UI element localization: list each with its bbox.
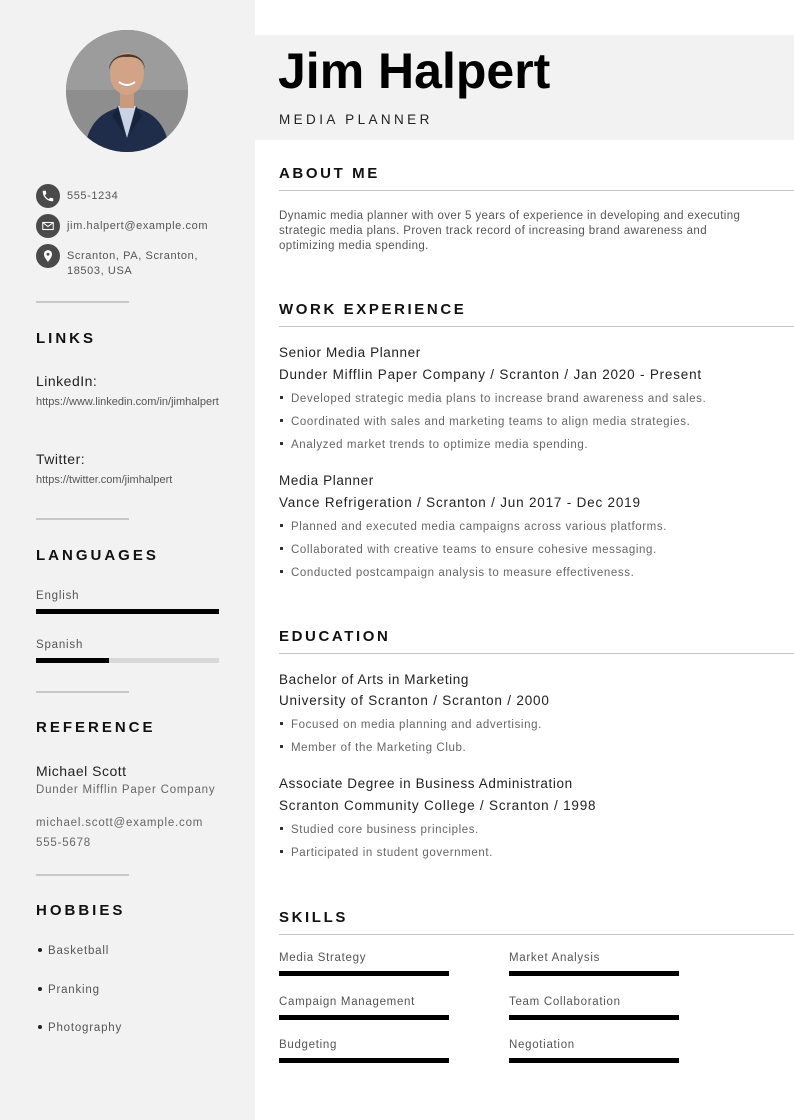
language-spanish-fill	[36, 658, 109, 663]
job-role: Media Planner	[279, 473, 374, 488]
main-content	[255, 0, 794, 1120]
reference-company: Dunder Mifflin Paper Company	[36, 784, 216, 796]
bullet-icon	[280, 827, 283, 830]
skill-bar	[279, 971, 449, 976]
bullet-icon	[280, 524, 283, 527]
about-heading: ABOUT ME	[279, 165, 380, 182]
job-bullet: Developed strategic media plans to increase brand awareness and sales.	[279, 393, 706, 405]
job-role: Senior Media Planner	[279, 345, 421, 360]
section-rule	[279, 326, 794, 327]
skill-label: Campaign Management	[279, 996, 416, 1008]
bullet-icon	[38, 948, 42, 952]
street-address: Scranton, PA, Scranton, 18503, USA	[67, 250, 198, 277]
about-text: Dynamic media planner with over 5 years of experience in developing and executing strategic media plans. Proven track record of increasing brand awareness and optimizing media spending.	[279, 210, 741, 252]
reference-heading: REFERENCE	[36, 719, 156, 736]
reference-name: Michael Scott	[36, 763, 127, 779]
skill-bar	[279, 1015, 449, 1020]
hobby-item: Basketball	[36, 945, 109, 957]
bullet-icon	[280, 745, 283, 748]
contact-info	[36, 184, 236, 285]
contact-phone	[36, 184, 236, 208]
hobbies-heading: HOBBIES	[36, 902, 126, 919]
bullet-icon	[280, 722, 283, 725]
job-bullet: Conducted postcampaign analysis to measure effectiveness.	[279, 567, 634, 579]
bullet-icon	[38, 1025, 42, 1029]
degree-title: Associate Degree in Business Administration	[279, 776, 573, 791]
skill-label: Negotiation	[509, 1039, 575, 1051]
job-details: Dunder Mifflin Paper Company / Scranton / Jan 2020 - Present	[279, 367, 702, 382]
phone-number: 555-1234	[67, 190, 119, 202]
skill-label: Budgeting	[279, 1039, 338, 1051]
job-bullet: Analyzed market trends to optimize media spending.	[279, 439, 588, 451]
skill-label: Market Analysis	[509, 952, 601, 964]
reference-email[interactable]: michael.scott@example.com	[36, 817, 204, 829]
bullet-icon	[280, 419, 283, 422]
degree-details: University of Scranton / Scranton / 2000	[279, 693, 550, 708]
email-address[interactable]: jim.halpert@example.com	[67, 220, 209, 232]
location-pin-icon	[36, 244, 60, 268]
degree-title: Bachelor of Arts in Marketing	[279, 672, 469, 687]
twitter-link[interactable]: https://twitter.com/jimhalpert	[36, 474, 173, 486]
skill-bar	[509, 1058, 679, 1063]
reference-phone: 555-5678	[36, 837, 91, 849]
bullet-icon	[280, 547, 283, 550]
skill-bar	[279, 1058, 449, 1063]
hobby-item: Photography	[36, 1022, 122, 1034]
languages-heading: LANGUAGES	[36, 547, 159, 564]
divider	[36, 691, 129, 693]
skill-label: Team Collaboration	[509, 996, 621, 1008]
bullet-icon	[280, 396, 283, 399]
mail-icon	[36, 214, 60, 238]
contact-address	[36, 244, 236, 279]
skill-bar	[509, 1015, 679, 1020]
language-spanish-label: Spanish	[36, 639, 84, 651]
twitter-label: Twitter:	[36, 451, 86, 467]
bullet-icon	[280, 570, 283, 573]
divider	[36, 518, 129, 520]
job-bullet: Collaborated with creative teams to ensure cohesive messaging.	[279, 544, 657, 556]
divider	[36, 301, 129, 303]
section-rule	[279, 190, 794, 191]
education-bullet: Focused on media planning and advertising.	[279, 719, 542, 731]
education-bullet: Member of the Marketing Club.	[279, 742, 466, 754]
skill-bar	[509, 971, 679, 976]
divider	[36, 874, 129, 876]
bullet-icon	[280, 442, 283, 445]
education-bullet: Participated in student government.	[279, 847, 493, 859]
job-bullet: Coordinated with sales and marketing teams to align media strategies.	[279, 416, 690, 428]
section-rule	[279, 653, 794, 654]
language-english-bar	[36, 609, 219, 614]
education-heading: EDUCATION	[279, 628, 391, 645]
links-heading: LINKS	[36, 330, 96, 347]
person-photo-icon	[66, 30, 188, 152]
language-english-label: English	[36, 590, 80, 602]
language-english-fill	[36, 609, 219, 614]
profile-photo	[66, 30, 188, 152]
bullet-icon	[38, 987, 42, 991]
phone-icon	[36, 184, 60, 208]
work-experience-heading: WORK EXPERIENCE	[279, 301, 467, 318]
hobby-item: Pranking	[36, 984, 100, 996]
job-title: MEDIA PLANNER	[279, 112, 433, 127]
linkedin-link[interactable]: https://www.linkedin.com/in/jimhalpert	[36, 396, 219, 408]
sidebar	[0, 0, 255, 1120]
language-spanish-bar	[36, 658, 219, 663]
degree-details: Scranton Community College / Scranton / 1998	[279, 798, 597, 813]
candidate-name: Jim Halpert	[278, 43, 551, 99]
skills-heading: SKILLS	[279, 909, 348, 926]
bullet-icon	[280, 850, 283, 853]
linkedin-label: LinkedIn:	[36, 373, 98, 389]
education-bullet: Studied core business principles.	[279, 824, 479, 836]
section-rule	[279, 934, 794, 935]
job-bullet: Planned and executed media campaigns across various platforms.	[279, 521, 667, 533]
skill-label: Media Strategy	[279, 952, 367, 964]
contact-email	[36, 214, 236, 238]
job-details: Vance Refrigeration / Scranton / Jun 2017 - Dec 2019	[279, 495, 641, 510]
